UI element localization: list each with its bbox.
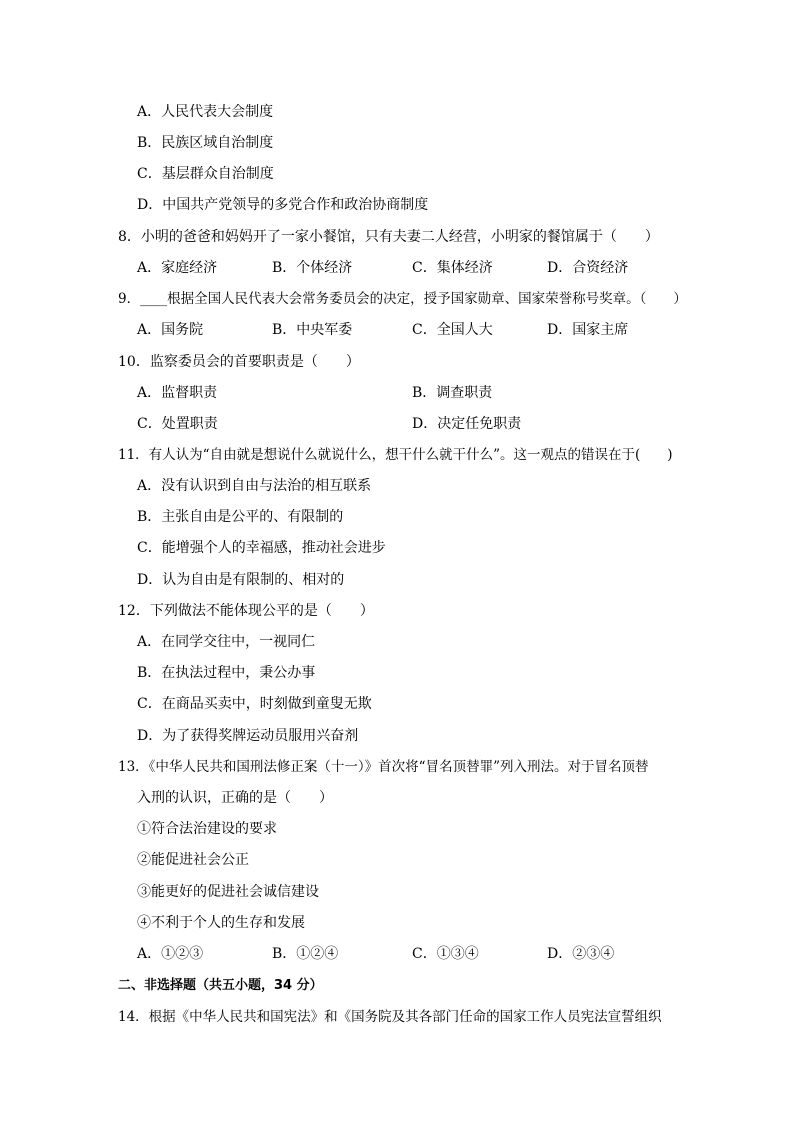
q8-option-a: A．家庭经济 bbox=[137, 260, 218, 276]
q11-option-b: B．主张自由是公平的、有限制的 bbox=[137, 509, 344, 525]
q9-stem: 9．____根据全国人民代表大会常务委员会的决定，授予国家勋章、国家荣誉称号奖章。（ ） bbox=[118, 291, 687, 307]
q11-option-d: D．认为自由是有限制的、相对的 bbox=[137, 572, 345, 588]
q11-option-c: C．能增强个人的幸福感，推动社会进步 bbox=[137, 540, 386, 556]
q10-option-c: C．处置职责 bbox=[137, 416, 218, 432]
q7-option-d: D．中国共产党领导的多党合作和政治协商制度 bbox=[137, 197, 429, 213]
q11-stem: 11．有人认为“自由就是想说什么就说什么，想干什么就干什么”。这一观点的错误在于( ) bbox=[118, 447, 673, 463]
q13-stem-line2: 入刑的认识，正确的是（ ） bbox=[137, 790, 333, 806]
q8-option-d: D．合资经济 bbox=[547, 260, 629, 276]
q7-option-b: B．民族区域自治制度 bbox=[137, 135, 274, 151]
q13-option-c: C．①③④ bbox=[412, 946, 479, 962]
q7-option-a: A．人民代表大会制度 bbox=[137, 104, 274, 120]
q9-option-a: A．国务院 bbox=[137, 322, 204, 338]
q10-stem: 10．监察委员会的首要职责是（ ） bbox=[118, 354, 360, 370]
section-heading: 二、非选择题（共五小题，34 分） bbox=[118, 978, 323, 993]
q13-item-3: ③能更好的促进社会诚信建设 bbox=[137, 884, 319, 900]
q13-option-d: D．②③④ bbox=[547, 946, 615, 962]
q14-stem: 14．根据《中华人民共和国宪法》和《国务院及其各部门任命的国家工作人员宪法宣誓组织 bbox=[118, 1009, 662, 1025]
q13-item-1: ①符合法治建设的要求 bbox=[137, 821, 277, 837]
q12-option-b: B．在执法过程中，秉公办事 bbox=[137, 665, 316, 681]
q8-stem: 8．小明的爸爸和妈妈开了一家小餐馆，只有夫妻二人经营，小明家的餐馆属于（ ） bbox=[118, 229, 659, 245]
q13-option-b: B．①②④ bbox=[272, 946, 339, 962]
q10-option-a: A．监督职责 bbox=[137, 385, 218, 401]
q9-option-c: C．全国人大 bbox=[412, 322, 493, 338]
q9-option-d: D．国家主席 bbox=[547, 322, 629, 338]
q8-option-b: B．个体经济 bbox=[272, 260, 353, 276]
q12-option-d: D．为了获得奖牌运动员服用兴奋剂 bbox=[137, 728, 359, 744]
q12-stem: 12．下列做法不能体现公平的是（ ） bbox=[118, 603, 374, 619]
q8-option-c: C．集体经济 bbox=[412, 260, 493, 276]
q13-stem-line1: 13．《中华人民共和国刑法修正案（十一）》首次将“冒名顶替罪”列入刑法。对于冒名顶替 bbox=[118, 759, 649, 775]
q10-option-b: B．调查职责 bbox=[412, 385, 493, 401]
q12-option-c: C．在商品买卖中，时刻做到童叟无欺 bbox=[137, 696, 372, 712]
q9-option-b: B．中央军委 bbox=[272, 322, 353, 338]
q13-option-a: A．①②③ bbox=[137, 946, 204, 962]
q10-option-d: D．决定任免职责 bbox=[412, 416, 522, 432]
q11-option-a: A．没有认识到自由与法治的相互联系 bbox=[137, 478, 372, 494]
q7-option-c: C．基层群众自治制度 bbox=[137, 166, 274, 182]
q13-item-2: ②能促进社会公正 bbox=[137, 852, 249, 868]
q12-option-a: A．在同学交往中，一视同仁 bbox=[137, 634, 316, 650]
q13-item-4: ④不利于个人的生存和发展 bbox=[137, 915, 305, 931]
